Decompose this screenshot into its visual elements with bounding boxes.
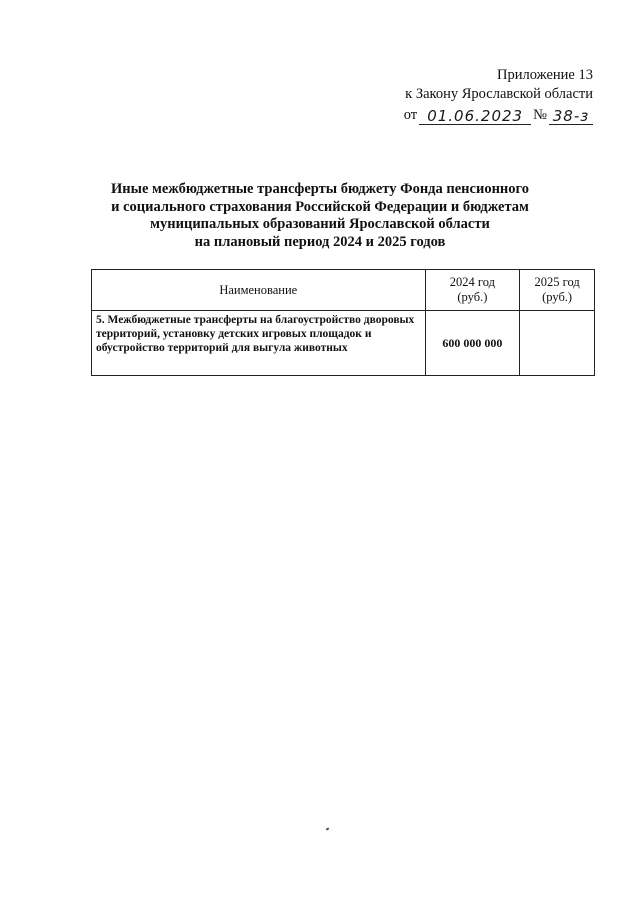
header-name: Наименование (92, 270, 426, 311)
title-line-4: на плановый период 2024 и 2025 годов (194, 233, 446, 250)
table-row (92, 311, 595, 376)
handwritten-number: 38-з (549, 108, 593, 125)
from-prefix: от (403, 107, 418, 123)
table-header-row (92, 270, 595, 311)
row-value-2025 (520, 311, 595, 376)
row-name: 5. Межбюджетные трансферты на благоустройство дворовых территорий, установку детских игровых площадок и обустройство территорий для выгула животных (92, 311, 426, 376)
title-line-1: Иные межбюджетные трансферты бюджету Фонда пенсионного (110, 181, 529, 197)
scan-speck (326, 827, 330, 830)
transfers-table (91, 269, 595, 376)
handwritten-date: 01.06.2023 (419, 108, 531, 125)
header-2024 (425, 270, 520, 311)
law-reference: к Закону Ярославской области (405, 86, 593, 102)
header-2025 (520, 270, 595, 311)
header-2024-unit: (руб.) (457, 290, 488, 304)
document-title (80, 181, 560, 251)
title-line-3: муниципальных образований Ярославской области (150, 216, 490, 232)
header-2025-unit: (руб.) (542, 290, 573, 304)
header-2024-year: 2024 год (449, 275, 495, 289)
number-sign: № (533, 107, 547, 123)
appendix-number: Приложение 13 (497, 67, 593, 83)
header-2025-year: 2025 год (534, 275, 580, 289)
row-value-2024: 600 000 000 (425, 311, 520, 376)
law-date-number-line (404, 106, 593, 125)
appendix-header (404, 66, 593, 125)
title-line-2: и социального страхования Российской Федерации и бюджетам (111, 198, 529, 215)
